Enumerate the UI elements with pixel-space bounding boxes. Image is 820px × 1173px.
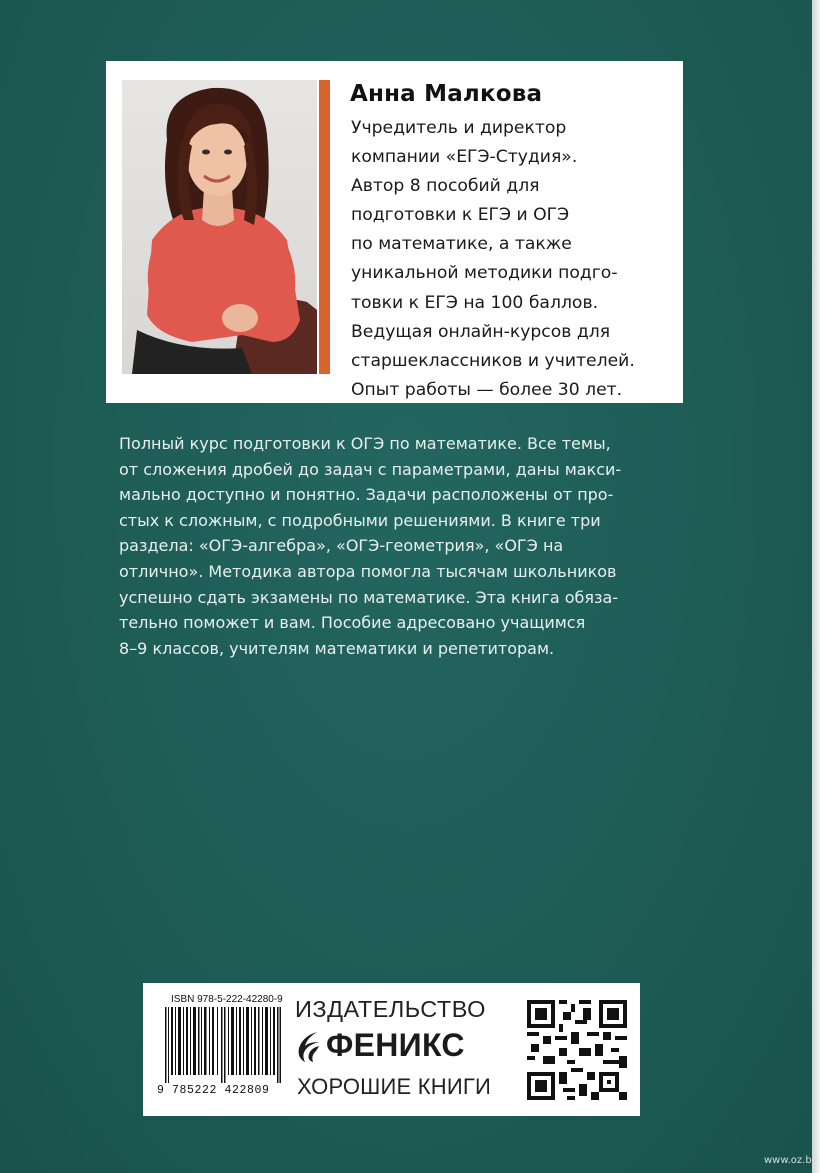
barcode-icon: [165, 1007, 281, 1083]
bio-line: Автор 8 пособий для: [351, 176, 540, 197]
bio-line: Опыт работы — более 30 лет.: [351, 379, 623, 400]
bio-line: старшеклассников и учителей.: [351, 350, 635, 371]
watermark: www.oz.by: [764, 1155, 818, 1166]
isbn-text: ISBN 978-5-222-42280-9: [171, 994, 283, 1005]
publisher-slogan: ХОРОШИЕ КНИГИ: [297, 1074, 491, 1099]
book-description: [119, 431, 699, 661]
description-line: от сложения дробей до задач с параметрами, даны макси-: [119, 459, 622, 479]
qr-code-icon: [527, 1000, 627, 1100]
barcode-digits: 9 785222 422809: [157, 1084, 270, 1097]
bio-line: Ведущая онлайн-курсов для: [351, 321, 611, 342]
bio-line: подготовки к ЕГЭ и ОГЭ: [351, 205, 570, 226]
description-line: успешно сдать экзамены по математике. Эта книга обяза-: [119, 587, 619, 607]
publisher-label: ИЗДАТЕЛЬСТВО: [295, 996, 486, 1022]
phoenix-logo-icon: [295, 1030, 321, 1064]
author-photo: [122, 80, 317, 374]
description-line: мально доступно и понятно. Задачи расположены от про-: [119, 485, 614, 505]
description-line: стых к сложным, с подробными решениями. В книге три: [119, 510, 601, 530]
description-line: отлично». Методика автора помогла тысячам школьников: [119, 561, 617, 581]
author-bio: [351, 114, 681, 405]
description-line: 8–9 классов, учителям математики и репетиторам.: [119, 638, 555, 658]
bio-line: уникальной методики подго-: [351, 263, 618, 284]
author-name: Анна Малкова: [350, 81, 543, 107]
description-line: Полный курс подготовки к ОГЭ по математике. Все темы,: [119, 434, 611, 453]
bio-line: Учредитель и директор: [351, 118, 567, 138]
author-card: [106, 61, 683, 403]
publisher-box: [143, 983, 640, 1116]
orange-accent-bar: [319, 80, 330, 374]
bio-line: по математике, а также: [351, 234, 572, 255]
bio-line: товки к ЕГЭ на 100 баллов.: [351, 292, 599, 313]
book-edge: [812, 0, 820, 1173]
publisher-name: ФЕНИКС: [326, 1027, 465, 1063]
bio-line: компании «ЕГЭ-Студия».: [351, 147, 578, 168]
author-portrait-illustration: [122, 80, 317, 374]
description-line: тельно поможет и вам. Пособие адресовано учащимся: [119, 613, 586, 633]
description-line: раздела: «ОГЭ-алгебра», «ОГЭ-геометрия», «ОГЭ на: [119, 536, 564, 556]
